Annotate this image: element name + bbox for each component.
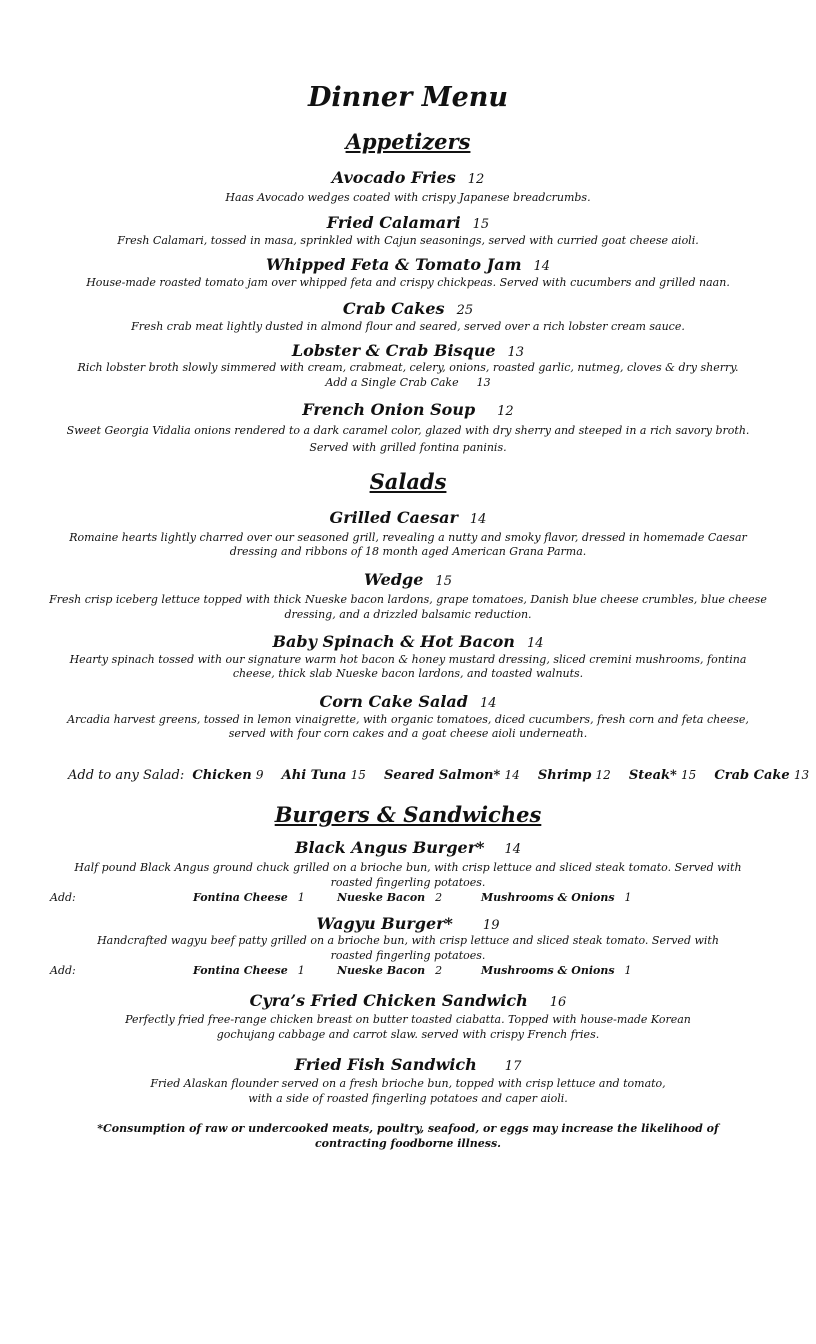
item-description: Arcadia harvest greens, tossed in lemon vinaigrette, with organic tomatoes, diced cucumbers, fresh corn and feta cheese, (67, 713, 749, 726)
menu-item-wedge (0, 570, 816, 589)
item-name: Whipped Feta & Tomato Jam (265, 255, 522, 274)
menu-item-fried-calamari (0, 213, 816, 232)
section-heading-salads: Salads (369, 469, 447, 494)
item-price: 14 (504, 842, 522, 857)
addon-name: Nueske Bacon (337, 891, 426, 904)
salad-addons-row (68, 768, 816, 783)
item-name: Wedge (364, 570, 424, 589)
item-price: 12 (497, 404, 514, 419)
item-price: 14 (533, 259, 551, 274)
menu-item-fried-fish-sandwich (0, 1055, 816, 1074)
addon-price: 1 (297, 964, 305, 977)
item-name: Black Angus Burger* (294, 838, 485, 857)
addon-name: Steak* (628, 768, 677, 783)
item-price: 25 (456, 303, 474, 318)
addon-price: 1 (624, 891, 632, 904)
item-description: House-made roasted tomato jam over whipped feta and crispy chickpeas. Served with cucumbers and grilled naan. (86, 276, 730, 289)
item-price: 14 (469, 512, 487, 527)
item-description: Perfectly fried free-range chicken breast on butter toasted ciabatta. Topped with house-made Korean (125, 1013, 691, 1026)
item-description: Haas Avocado wedges coated with crispy Japanese breadcrumbs. (225, 191, 591, 204)
item-description: Rich lobster broth slowly simmered with cream, crabmeat, celery, onions, roasted garlic, nutmeg, cloves & dry sherry. (77, 361, 739, 374)
menu-item-french-onion-soup (0, 400, 816, 419)
item-name: Corn Cake Salad (319, 692, 468, 711)
item-description: gochujang cabbage and carrot slaw. served with crispy French fries. (216, 1028, 600, 1041)
addon-name: Mushrooms & Onions (481, 891, 615, 904)
item-price: 13 (507, 345, 525, 360)
addon-price: 2 (435, 891, 443, 904)
addon-name: Fontina Cheese (193, 891, 288, 904)
item-name: Cyra’s Fried Chicken Sandwich (249, 991, 528, 1010)
addon-name: Mushrooms & Onions (481, 964, 615, 977)
addon-price: 12 (595, 768, 611, 782)
menu-item-black-angus-burger (0, 838, 816, 857)
addon-price: 9 (255, 768, 264, 782)
menu-item-crab-cakes (0, 299, 816, 318)
item-name: Grilled Caesar (329, 508, 458, 527)
item-description: Fresh crisp iceberg lettuce topped with thick Nueske bacon lardons, grape tomatoes, Danish blue cheese crumbles, blue cheese (49, 593, 767, 606)
item-name: Lobster & Crab Bisque (291, 341, 496, 360)
item-description: with a side of roasted fingerling potatoes and caper aioli. (248, 1092, 568, 1105)
addon-price: 15 (350, 768, 366, 782)
item-description: Fresh crab meat lightly dusted in almond flour and seared, served over a rich lobster cream sauce. (131, 320, 685, 333)
item-price: 19 (482, 918, 500, 933)
item-description: served with four corn cakes and a goat cheese aioli underneath. (228, 727, 588, 740)
item-description: dressing and ribbons of 18 month aged American Grana Parma. (229, 545, 587, 558)
item-name: French Onion Soup (302, 400, 476, 419)
addon-name: Seared Salmon* (384, 768, 501, 783)
item-description: dressing, and a drizzled balsamic reduction. (284, 608, 532, 621)
menu-title: Dinner Menu (307, 82, 509, 113)
item-description: Romaine hearts lightly charred over our seasoned grill, revealing a nutty and smoky flavor, dressed in homemade Caesar (69, 531, 747, 544)
extra-price: 13 (476, 376, 491, 389)
addon-name: Fontina Cheese (193, 964, 288, 977)
menu-item-baby-spinach (0, 632, 816, 651)
item-name: Fried Calamari (326, 213, 461, 232)
addon-price: 2 (435, 964, 443, 977)
item-description: Half pound Black Angus ground chuck grilled on a brioche bun, with crisp lettuce and sliced steak tomato. Served with (74, 861, 742, 874)
addon-name: Chicken (192, 768, 252, 783)
item-extra (0, 376, 816, 390)
menu-item-whipped-feta (0, 255, 816, 274)
item-description: roasted fingerling potatoes. (330, 876, 486, 889)
item-description: cheese, thick slab Nueske bacon lardons, and toasted walnuts. (232, 667, 584, 680)
section-heading-burgers: Burgers & Sandwiches (274, 802, 542, 827)
item-price: 12 (467, 172, 485, 187)
addon-price: 1 (624, 964, 632, 977)
item-price: 16 (549, 995, 567, 1010)
item-description: Hearty spinach tossed with our signature warm hot bacon & honey mustard dressing, sliced cremini mushrooms, fontina (69, 653, 747, 666)
addon-name: Shrimp (537, 768, 592, 783)
item-price: 15 (472, 217, 490, 232)
item-name: Avocado Fries (331, 168, 456, 187)
menu-item-fried-chicken-sandwich (0, 991, 816, 1010)
item-price: 15 (435, 574, 452, 589)
item-name: Baby Spinach & Hot Bacon (272, 632, 515, 651)
section-heading-appetizers: Appetizers (345, 129, 471, 154)
menu-item-wagyu-burger (0, 914, 816, 933)
menu-item-avocado-fries (0, 168, 816, 187)
item-description: Served with grilled fontina paninis. (309, 441, 507, 454)
item-name: Crab Cakes (342, 299, 445, 318)
menu-item-lobster-bisque (0, 341, 816, 360)
item-name: Fried Fish Sandwich (294, 1055, 477, 1074)
addon-price: 14 (504, 768, 520, 782)
addon-price: 15 (680, 768, 697, 782)
burger-addons-label: Add: (50, 964, 76, 977)
menu-item-corn-cake-salad (0, 692, 816, 711)
addon-name: Crab Cake (714, 768, 790, 783)
addon-price: 13 (793, 768, 810, 782)
addon-name: Ahi Tuna (281, 768, 347, 783)
extra-label: Add a Single Crab Cake (325, 376, 459, 389)
disclaimer-line: *Consumption of raw or undercooked meats, poultry, seafood, or eggs may increase the likelihood of (97, 1122, 719, 1135)
item-description: Handcrafted wagyu beef patty grilled on a brioche bun, with crisp lettuce and sliced steak tomato. Served with (97, 934, 719, 947)
addon-name: Nueske Bacon (337, 964, 426, 977)
item-price: 14 (479, 696, 497, 711)
item-price: 17 (504, 1059, 522, 1074)
item-description: Fresh Calamari, tossed in masa, sprinkled with Cajun seasonings, served with curried goat cheese aioli. (117, 234, 699, 247)
item-description: Sweet Georgia Vidalia onions rendered to a dark caramel color, glazed with dry sherry and steeped in a rich savory broth. (66, 424, 750, 437)
item-description: roasted fingerling potatoes. (330, 949, 486, 962)
addon-price: 1 (297, 891, 305, 904)
disclaimer-line: contracting foodborne illness. (314, 1137, 501, 1150)
menu-item-grilled-caesar (0, 508, 816, 527)
item-price: 14 (526, 636, 544, 651)
item-name: Wagyu Burger* (316, 914, 453, 933)
salad-addons-label: Add to any Salad: (68, 768, 185, 783)
item-description: Fried Alaskan flounder served on a fresh brioche bun, topped with crisp lettuce and tomato, (150, 1077, 666, 1090)
burger-addons-label: Add: (50, 891, 76, 904)
